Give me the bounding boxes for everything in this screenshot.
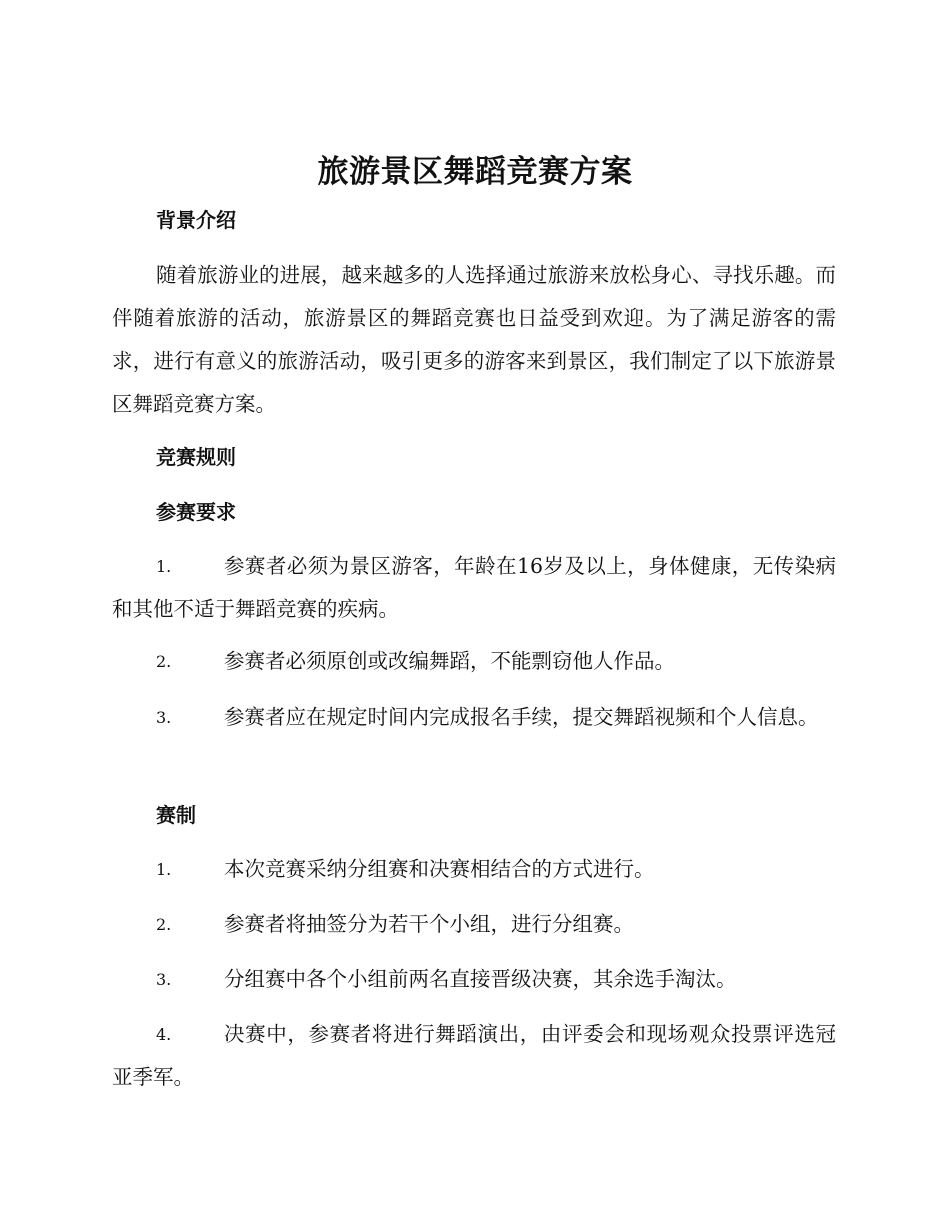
- document-title: 旅游景区舞蹈竞赛方案: [317, 154, 633, 190]
- section-heading-format: 赛制: [156, 803, 196, 827]
- list-item: [112, 640, 836, 683]
- list-item: [112, 1013, 836, 1099]
- list-item-number: 2.: [156, 652, 172, 671]
- list-item-text: 参赛者将抽签分为若干个小组，进行分组赛。: [224, 912, 634, 936]
- background-paragraph: 随着旅游业的进展，越来越多的人选择通过旅游来放松身心、寻找乐趣。而伴随着旅游的活动，旅游景区的舞蹈竞赛也日益受到欢迎。为了满足游客的需求，进行有意义的旅游活动，吸引更多的游客来到景区，我们制定了以下旅游景区舞蹈竞赛方案。: [112, 263, 836, 416]
- list-item-number: 1.: [156, 860, 172, 879]
- list-item-text: 决赛中，参赛者将进行舞蹈演出，由评委会和现场观众投票评选冠亚季军。: [112, 1022, 836, 1089]
- list-item-number: 3.: [156, 708, 172, 727]
- list-item-number: 1.: [156, 557, 172, 576]
- list-item-text: 参赛者必须原创或改编舞蹈，不能剽窃他人作品。: [224, 649, 675, 673]
- section-heading-requirements: 参赛要求: [156, 500, 236, 524]
- section-heading-background: 背景介绍: [156, 208, 236, 232]
- list-item-text: 分组赛中各个小组前两名直接晋级决赛，其余选手淘汰。: [224, 967, 737, 991]
- list-item-text: 参赛者应在规定时间内完成报名手续，提交舞蹈视频和个人信息。: [224, 705, 819, 729]
- list-item: [112, 545, 836, 631]
- section-heading-rules: 竞赛规则: [156, 445, 236, 469]
- list-item: [112, 848, 836, 891]
- list-item: [112, 958, 836, 1001]
- list-item: [112, 696, 836, 739]
- list-item-text: 参赛者必须为景区游客，年龄在16岁及以上，身体健康，无传染病和其他不适于舞蹈竞赛的疾病。: [112, 554, 836, 621]
- list-item-number: 4.: [156, 1025, 172, 1044]
- list-item: [112, 903, 836, 946]
- list-item-number: 2.: [156, 915, 172, 934]
- list-item-number: 3.: [156, 970, 172, 989]
- list-item-text: 本次竞赛采纳分组赛和决赛相结合的方式进行。: [224, 857, 655, 881]
